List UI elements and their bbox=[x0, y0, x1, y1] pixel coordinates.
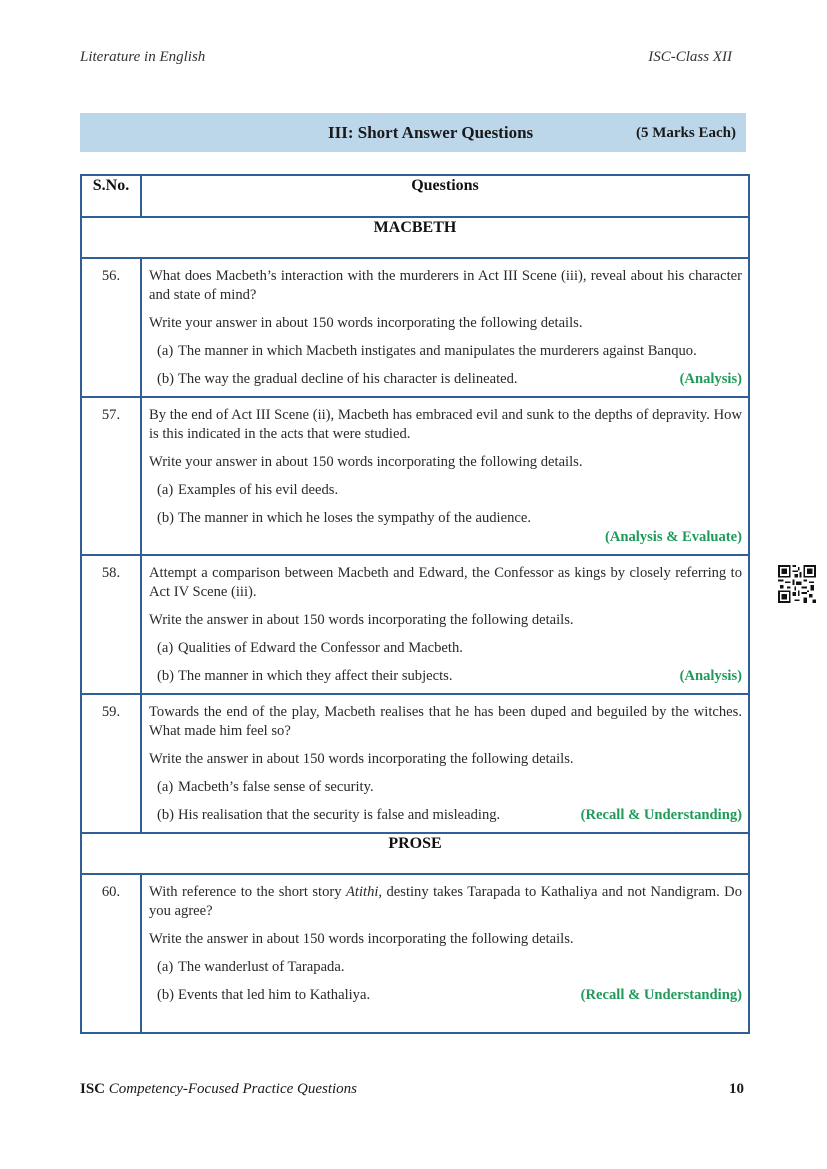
table-row bbox=[81, 555, 749, 694]
option-text: The manner in which they affect their subjects. bbox=[178, 668, 453, 684]
table-row bbox=[81, 694, 749, 833]
question-text: Attempt a comparison between Macbeth and Edward, the Confessor as kings by closely referring to Act IV Scene (iii). bbox=[149, 565, 742, 600]
option-text: Macbeth’s false sense of security. bbox=[178, 779, 374, 795]
running-header-left: Literature in English bbox=[80, 49, 206, 65]
option-label: (a) bbox=[157, 779, 174, 795]
option-a bbox=[157, 639, 742, 658]
column-header-sno: S.No. bbox=[81, 175, 141, 217]
option-label: (b) bbox=[157, 510, 175, 526]
option-a bbox=[157, 778, 742, 797]
option-b bbox=[157, 370, 742, 389]
question-body bbox=[141, 694, 749, 833]
question-instruction: Write your answer in about 150 words incorporating the following details. bbox=[149, 454, 583, 470]
table-row bbox=[81, 258, 749, 397]
question-number: 58. bbox=[81, 555, 141, 694]
option-label: (b) bbox=[157, 807, 175, 823]
question-body bbox=[141, 397, 749, 555]
footer-title bbox=[80, 1081, 357, 1098]
question-number: 60. bbox=[81, 874, 141, 1033]
option-text: The way the gradual decline of his character is delineated. bbox=[178, 371, 518, 387]
option-text: The manner in which Macbeth instigates and manipulates the murderers against Banquo. bbox=[178, 343, 697, 359]
footer-brand: ISC bbox=[80, 1081, 106, 1097]
option-label: (b) bbox=[157, 987, 175, 1003]
question-instruction: Write the answer in about 150 words incorporating the following details. bbox=[149, 612, 574, 628]
question-text: What does Macbeth’s interaction with the murderers in Act III Scene (iii), reveal about his character and state of mind? bbox=[149, 268, 742, 303]
section-heading-row bbox=[81, 217, 749, 258]
column-header-questions: Questions bbox=[141, 175, 749, 217]
table-row bbox=[81, 874, 749, 1033]
option-a bbox=[157, 958, 742, 977]
question-instruction: Write the answer in about 150 words incorporating the following details. bbox=[149, 931, 574, 947]
section-title: III: Short Answer Questions bbox=[328, 123, 534, 142]
section-marks: (5 Marks Each) bbox=[636, 125, 736, 141]
option-label: (a) bbox=[157, 482, 174, 498]
question-text-part: , destiny takes Tarapada to Kathaliya and not Nandigram. Do you agree? bbox=[149, 884, 742, 919]
section-heading-prose: PROSE bbox=[81, 833, 749, 874]
question-instruction: Write your answer in about 150 words incorporating the following details. bbox=[149, 315, 583, 331]
footer-subtitle: Competency-Focused Practice Questions bbox=[108, 1081, 358, 1097]
question-text: By the end of Act III Scene (ii), Macbeth has embraced evil and sunk to the depths of depravity. How is this indicated in the acts that were studied. bbox=[149, 407, 742, 442]
question-text: Towards the end of the play, Macbeth realises that he has been duped and beguiled by the witches. What made him feel so? bbox=[149, 704, 742, 739]
option-text: His realisation that the security is false and misleading. bbox=[178, 807, 501, 823]
section-heading-row bbox=[81, 833, 749, 874]
question-instruction: Write the answer in about 150 words incorporating the following details. bbox=[149, 751, 574, 767]
option-a bbox=[157, 342, 742, 361]
question-body bbox=[141, 874, 749, 1033]
option-text: Events that led him to Kathaliya. bbox=[178, 987, 371, 1003]
question-number: 59. bbox=[81, 694, 141, 833]
option-label: (a) bbox=[157, 959, 174, 975]
question-body bbox=[141, 555, 749, 694]
section-heading-macbeth: MACBETH bbox=[81, 217, 749, 258]
question-number: 56. bbox=[81, 258, 141, 397]
qr-code-icon[interactable] bbox=[778, 565, 816, 603]
option-text: Examples of his evil deeds. bbox=[178, 482, 339, 498]
option-text: The wanderlust of Tarapada. bbox=[178, 959, 345, 975]
section-title-bar bbox=[80, 113, 746, 152]
skill-tag: (Analysis) bbox=[679, 668, 742, 684]
page-number: 10 bbox=[729, 1081, 744, 1097]
skill-tag: (Recall & Understanding) bbox=[580, 987, 742, 1003]
question-text bbox=[149, 883, 742, 921]
option-b bbox=[157, 986, 742, 1005]
running-header-right: ISC-Class XII bbox=[648, 49, 732, 65]
option-b bbox=[157, 667, 742, 686]
story-title: Atithi bbox=[345, 884, 379, 900]
table-header-row bbox=[81, 175, 749, 217]
option-a bbox=[157, 481, 742, 500]
option-b bbox=[157, 806, 742, 825]
question-number: 57. bbox=[81, 397, 141, 555]
skill-tag: (Recall & Understanding) bbox=[580, 807, 742, 823]
option-label: (a) bbox=[157, 640, 174, 656]
skill-tag-line bbox=[149, 528, 742, 547]
table-row bbox=[81, 397, 749, 555]
skill-tag: (Analysis & Evaluate) bbox=[604, 529, 742, 545]
option-label: (b) bbox=[157, 371, 175, 387]
option-b bbox=[157, 509, 742, 528]
questions-table bbox=[80, 174, 750, 1034]
question-body bbox=[141, 258, 749, 397]
skill-tag: (Analysis) bbox=[679, 371, 742, 387]
option-text: The manner in which he loses the sympathy of the audience. bbox=[178, 510, 531, 526]
question-text-part: With reference to the short story bbox=[149, 884, 346, 900]
option-label: (b) bbox=[157, 668, 175, 684]
option-text: Qualities of Edward the Confessor and Macbeth. bbox=[178, 640, 463, 656]
option-label: (a) bbox=[157, 343, 174, 359]
